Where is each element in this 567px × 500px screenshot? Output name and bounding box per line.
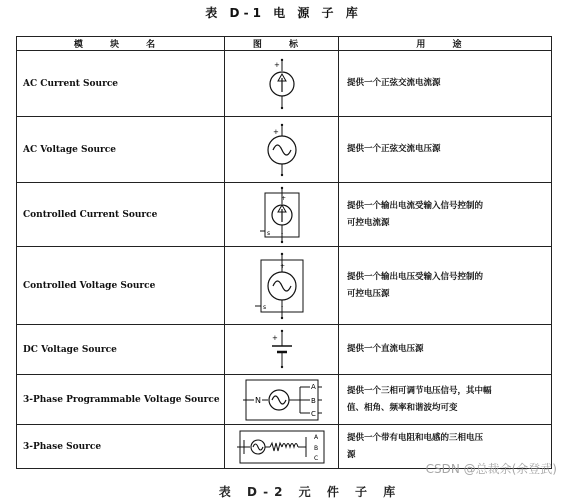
module-name: AC Current Source bbox=[17, 51, 225, 117]
usage-line: 值、相角、频率和谐波均可变 bbox=[347, 402, 458, 413]
usage-line: 提供一个直流电压源 bbox=[347, 344, 424, 354]
svg-text:+: + bbox=[273, 60, 280, 69]
svg-text:+: + bbox=[272, 127, 279, 136]
module-name: 3-Phase Source bbox=[17, 425, 225, 469]
usage-line: 提供一个正弦交流电流源 bbox=[347, 78, 441, 88]
usage-line: 提供一个带有电阻和电感的三相电压 bbox=[347, 432, 484, 443]
module-name: AC Voltage Source bbox=[17, 117, 225, 183]
svg-text:+: + bbox=[271, 333, 278, 342]
usage-line: 源 bbox=[347, 449, 356, 460]
usage-line: 可控电压源 bbox=[347, 288, 390, 299]
svg-text:B: B bbox=[313, 444, 318, 452]
table-row bbox=[17, 183, 552, 247]
dc-voltage-source-icon bbox=[257, 327, 307, 373]
table-row bbox=[17, 247, 552, 325]
header-usage: 用 途 bbox=[339, 37, 552, 51]
svg-text:+: + bbox=[279, 262, 285, 270]
header-icon: 图 标 bbox=[225, 37, 339, 51]
controlled-voltage-source-icon bbox=[249, 250, 315, 322]
power-source-library-table bbox=[16, 36, 552, 469]
table-row bbox=[17, 375, 552, 425]
table-title: 表 D-1 电 源 子 库 bbox=[205, 6, 362, 20]
table-row bbox=[17, 51, 552, 117]
table-header-row bbox=[17, 37, 552, 51]
module-name: DC Voltage Source bbox=[17, 325, 225, 375]
svg-text:-: - bbox=[280, 229, 283, 237]
three-phase-source-icon bbox=[236, 428, 328, 466]
svg-text:+: + bbox=[280, 194, 286, 202]
module-name: Controlled Current Source bbox=[17, 183, 225, 247]
controlled-current-source-icon bbox=[252, 185, 312, 245]
usage-line: 提供一个输出电流受输入信号控制的 bbox=[347, 200, 484, 211]
usage-line: 提供一个输出电压受输入信号控制的 bbox=[347, 271, 484, 282]
three-phase-programmable-source-icon bbox=[240, 377, 324, 423]
svg-text:N: N bbox=[254, 395, 261, 405]
usage-line: 提供一个三相可调节电压信号，其中幅 bbox=[347, 385, 492, 396]
svg-text:-: - bbox=[280, 302, 283, 310]
svg-text:A: A bbox=[313, 433, 318, 441]
table-row bbox=[17, 117, 552, 183]
table-row bbox=[17, 325, 552, 375]
svg-text:A: A bbox=[310, 382, 316, 391]
usage-line: 可控电流源 bbox=[347, 217, 390, 228]
svg-text:C: C bbox=[310, 409, 316, 418]
svg-text:s: s bbox=[266, 229, 270, 237]
ac-voltage-source-icon bbox=[252, 120, 312, 180]
ac-current-source-icon bbox=[252, 54, 312, 114]
module-name: 3-Phase Programmable Voltage Source bbox=[17, 375, 225, 425]
next-table-title: 表 D-2 元 件 子 库 bbox=[218, 485, 402, 499]
module-name: Controlled Voltage Source bbox=[17, 247, 225, 325]
header-module-name: 模 块 名 bbox=[17, 37, 225, 51]
svg-text:B: B bbox=[310, 396, 316, 405]
svg-text:s: s bbox=[262, 303, 266, 311]
watermark: CSDN @总裁余(余登武) bbox=[425, 462, 557, 476]
usage-line: 提供一个正弦交流电压源 bbox=[347, 144, 441, 154]
svg-text:C: C bbox=[313, 454, 318, 462]
